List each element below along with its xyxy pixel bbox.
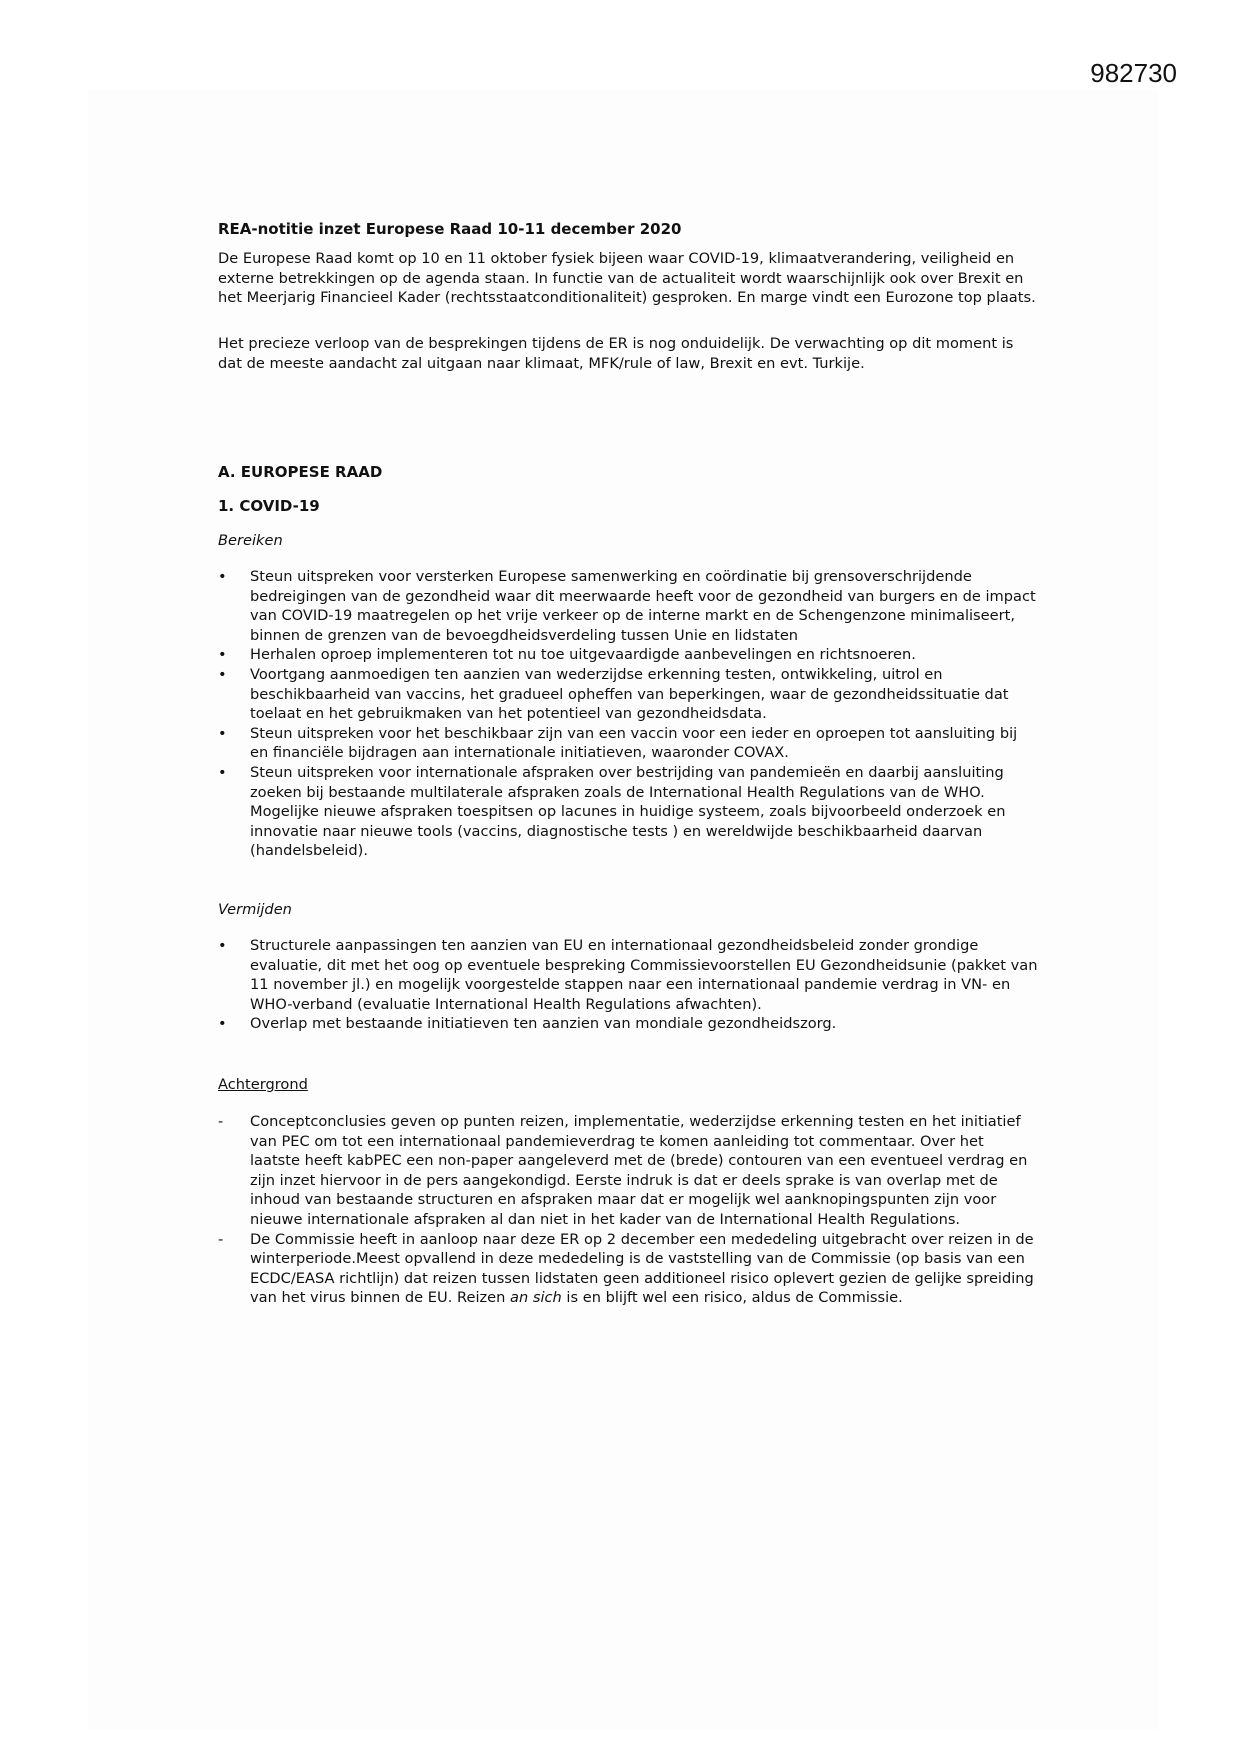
intro-paragraph-1: De Europese Raad komt op 10 en 11 oktober fysiek bijeen waar COVID-19, klimaatverandering, veiligheid en externe betrekkingen op de agenda staan. In functie van de actualiteit wordt waarschijnlijk ook over Brexit en het Meerjarig Financieel Kader (rechtsstaatconditionaliteit) gesproken. En marge vindt een Eurozone top plaats. [218, 250, 1036, 307]
achtergrond-list [218, 1112, 1038, 1308]
subheading-achtergrond: Achtergrond [218, 1076, 308, 1093]
bullet-marker: • [218, 568, 227, 585]
italic-phrase: an sich [510, 1289, 562, 1307]
dash-marker: - [218, 1230, 224, 1248]
list-item: • Steun uitspreken voor internationale afspraken over bestrijding van pandemieën en daarbij aansluiting zoeken bij bestaande multilaterale afspraken zoals de International Health Regulations van de WHO. Mogelijke nieuwe afspraken toespitsen op lacunes in huidige systeem, zoals bijvoorbeeld onderzoek en innovatie naar nieuwe tools (vaccins, diagnostische tests ) en wereldwijde beschikbaarheid daarvan (handelsbeleid). [218, 763, 1006, 860]
bullet-marker: • [218, 665, 227, 683]
subheading-bereiken: Bereiken [218, 532, 283, 549]
list-item: - De Commissie heeft in aanloop naar deze ER op 2 december een mededeling uitgebracht over reizen in de winterperiode.Meest opvallend in deze mededeling is de vaststelling van de Commissie (op basis van een ECDC/EASA richtlijn) dat reizen tussen lidstaten geen additioneel risico oplevert gezien de gelijke spreiding van het virus binnen de EU. Reizen an sich is en blijft wel een risico, aldus de Commissie. [218, 1230, 1034, 1307]
document-title: REA-notitie inzet Europese Raad 10-11 december 2020 [218, 220, 682, 238]
list-item: • Herhalen oproep implementeren tot nu toe uitgevaardigde aanbevelingen en richtsnoeren. [218, 646, 916, 664]
intro-paragraph-2: Het precieze verloop van de besprekingen tijdens de ER is nog onduidelijk. De verwachting op dit moment is dat de meeste aandacht zal uitgaan naar klimaat, MFK/rule of law, Brexit en evt. Turkije. [218, 335, 1014, 372]
vermijden-list [218, 936, 1038, 1034]
list-item: • Structurele aanpassingen ten aanzien van EU en internationaal gezondheidsbeleid zonder grondige evaluatie, dit met het oog op eventuele bespreking Commissievoorstellen EU Gezondheidsunie (pakket van 11 november jl.) en mogelijk voorgestelde stappen naar een internationaal pandemie verdrag in VN- en WHO-verband (evaluatie International Health Regulations afwachten). [218, 937, 1038, 1013]
list-item: • Overlap met bestaande initiatieven ten aanzien van mondiale gezondheidszorg. [218, 1015, 837, 1033]
dash-marker: - [218, 1113, 224, 1130]
section-heading-a: A. EUROPESE RAAD [218, 463, 383, 481]
list-item: • Steun uitspreken voor versterken Europese samenwerking en coördinatie bij grensoverschrijdende bedreigingen van de gezondheid waar dit meerwaarde heeft voor de gezondheid van burgers en de impact van COVID-19 maatregelen op het vrije verkeer op de interne markt en de Schengenzone minimaliseert, binnen de grenzen van de bevoegdheidsverdeling tussen Unie en lidstaten [218, 568, 1036, 644]
bullet-marker: • [218, 937, 227, 954]
list-item: - Conceptconclusies geven op punten reizen, implementatie, wederzijdse erkenning testen en het initiatief van PEC om tot een internationaal pandemieverdrag te komen aanleiding tot commentaar. Over het laatste heeft kabPEC een non-paper aangeleverd met de (brede) contouren van een eventueel verdrag en zijn inzet hiervoor in de pers aangekondigd. Eerste indruk is dat er deels sprake is van overlap met de inhoud van bestaande structuren en afspraken maar dat er mogelijk wel aanknopingspunten zijn voor nieuwe internationale afspraken al dan niet in het kader van de International Health Regulations. [218, 1113, 1028, 1228]
list-item: • Voortgang aanmoedigen ten aanzien van wederzijdse erkenning testen, ontwikkeling, uitrol en beschikbaarheid van vaccins, het gradueel opheffen van beperkingen, waar de gezondheidssituatie dat toelaat en het gebruikmaken van het potentieel van gezondheidsdata. [218, 665, 1009, 723]
bullet-marker: • [218, 1015, 227, 1033]
bullet-marker: • [218, 763, 227, 781]
list-item: • Steun uitspreken voor het beschikbaar zijn van een vaccin voor een ieder en oproepen tot aansluiting bij en financiële bijdragen aan internationale initiatieven, waaronder COVAX. [218, 724, 1018, 762]
bullet-marker: • [218, 724, 227, 742]
bullet-marker: • [218, 646, 227, 664]
section-heading-covid: 1. COVID-19 [218, 497, 320, 515]
document-number: 982730 [1090, 58, 1177, 88]
bereiken-list [218, 567, 1038, 861]
subheading-vermijden: Vermijden [218, 901, 292, 918]
